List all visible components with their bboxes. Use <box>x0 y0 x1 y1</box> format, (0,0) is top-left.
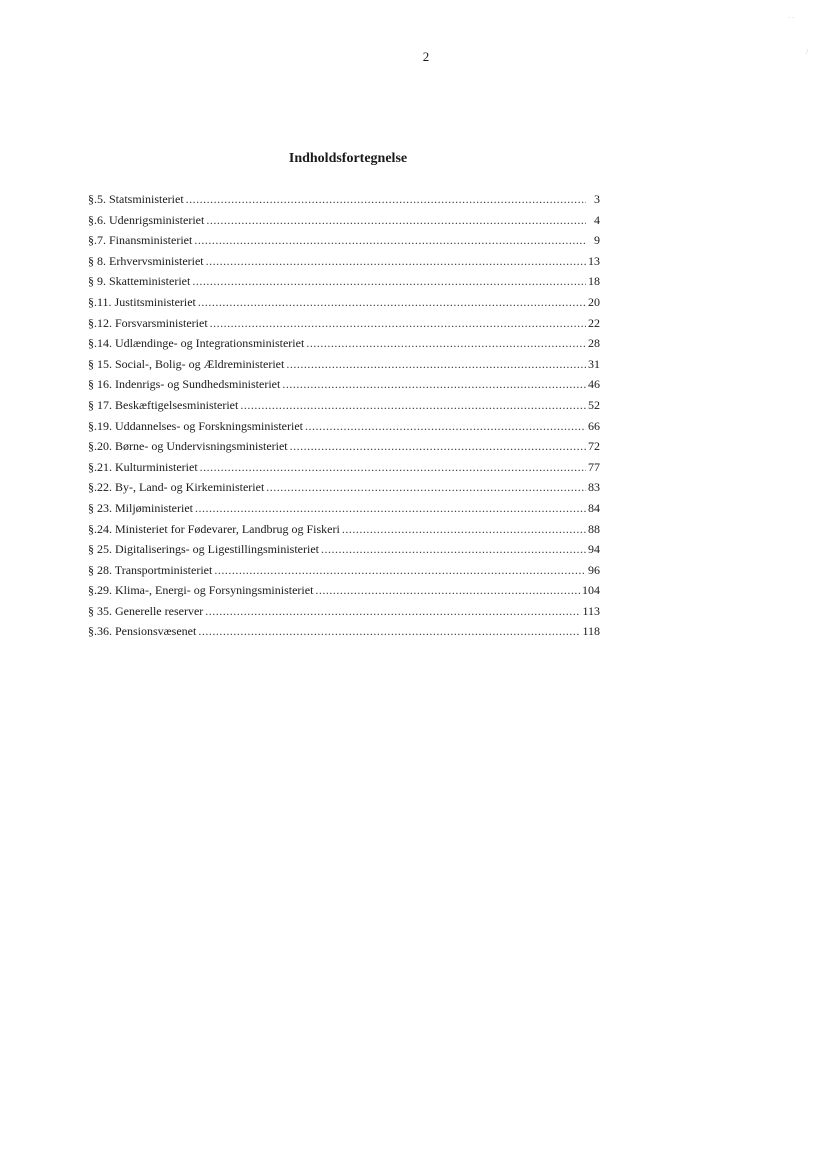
toc-dot-leader <box>194 233 586 247</box>
toc-title: Indholdsfortegnelse <box>288 151 408 166</box>
toc-entry-label: §.5. Statsministeriet <box>88 192 184 206</box>
toc-dot-leader <box>192 274 586 288</box>
toc-entry-label: § 23. Miljøministeriet <box>88 500 193 515</box>
toc-dot-leader <box>210 316 586 330</box>
toc-entry <box>88 357 600 378</box>
toc-entry <box>88 604 600 625</box>
toc-entry-page: 28 <box>588 336 600 351</box>
toc-entry-page: 104 <box>582 583 600 598</box>
toc-entry <box>88 542 600 563</box>
toc-dot-leader <box>305 419 586 433</box>
toc-entry-page: 96 <box>588 562 600 577</box>
toc-dot-leader <box>214 563 586 577</box>
toc-entry-label: § 9. Skatteministeriet <box>88 274 191 289</box>
toc-entry-page: 113 <box>582 603 600 618</box>
toc-entry <box>88 624 600 645</box>
toc-entry <box>88 583 600 604</box>
toc-entry <box>88 480 600 501</box>
toc-entry <box>88 316 600 337</box>
toc-entry <box>88 192 600 213</box>
table-of-contents <box>88 192 600 645</box>
toc-entry <box>88 522 600 543</box>
toc-dot-leader <box>342 522 586 536</box>
toc-dot-leader <box>282 377 586 391</box>
toc-entry-label: §.20. Børne- og Undervisningsministeriet <box>88 439 288 454</box>
toc-dot-leader <box>321 542 586 556</box>
toc-entry-page: 20 <box>588 294 600 309</box>
toc-entry <box>88 213 600 234</box>
toc-entry-page: 94 <box>588 542 600 557</box>
toc-entry-page: 66 <box>588 418 600 433</box>
toc-dot-leader <box>240 398 586 412</box>
toc-entry-page: 31 <box>588 356 600 371</box>
toc-entry-page: 72 <box>588 439 600 454</box>
toc-entry-page: 13 <box>588 253 600 268</box>
page-number: 2 <box>422 49 430 64</box>
scan-artifact: / <box>806 48 808 56</box>
toc-entry-label: § 28. Transportministeriet <box>88 562 213 577</box>
toc-entry <box>88 336 600 357</box>
toc-dot-leader <box>290 439 586 453</box>
toc-entry-label: §.29. Klima-, Energi- og Forsyningsministeriet <box>88 583 314 598</box>
toc-dot-leader <box>266 480 586 494</box>
toc-entry <box>88 398 600 419</box>
toc-dot-leader <box>186 192 586 206</box>
toc-entry <box>88 419 600 440</box>
toc-entry-label: §.36. Pensionsvæsenet <box>88 624 197 639</box>
toc-entry <box>88 501 600 522</box>
toc-entry <box>88 233 600 254</box>
toc-entry-page: 18 <box>588 274 600 289</box>
toc-entry-page: 4 <box>594 212 600 227</box>
toc-entry-label: § 17. Beskæftigelsesministeriet <box>88 397 239 412</box>
toc-entry-label: §.22. By-, Land- og Kirkeministeriet <box>88 480 265 495</box>
toc-dot-leader <box>315 583 580 597</box>
toc-entry <box>88 254 600 275</box>
toc-entry-page: 84 <box>588 500 600 515</box>
toc-entry-label: § 15. Social-, Bolig- og Ældreministeriet <box>88 356 285 371</box>
toc-dot-leader <box>205 604 580 618</box>
toc-entry-page: 52 <box>588 397 600 412</box>
scan-artifact: · · <box>788 14 795 22</box>
toc-entry-label: § 8. Erhvervsministeriet <box>88 253 204 268</box>
toc-dot-leader <box>306 336 586 350</box>
toc-entry-label: §.12. Forsvarsministeriet <box>88 315 208 330</box>
toc-entry-label: §.21. Kulturministeriet <box>88 459 198 474</box>
toc-entry-page: 77 <box>588 459 600 474</box>
toc-entry-label: §.19. Uddannelses- og Forskningsministeriet <box>88 418 303 433</box>
toc-entry-page: 83 <box>588 480 600 495</box>
toc-entry-label: §.24. Ministeriet for Fødevarer, Landbrug og Fiskeri <box>88 521 340 536</box>
toc-entry-label: § 35. Generelle reserver <box>88 603 204 618</box>
toc-entry-label: §.14. Udlændinge- og Integrationsministeriet <box>88 336 305 351</box>
toc-entry-page: 46 <box>588 377 600 392</box>
toc-dot-leader <box>200 460 586 474</box>
toc-entry <box>88 295 600 316</box>
toc-entry-label: §.7. Finansministeriet <box>88 233 193 248</box>
toc-entry <box>88 460 600 481</box>
toc-dot-leader <box>198 624 580 638</box>
toc-dot-leader <box>195 501 586 515</box>
toc-entry-label: § 16. Indenrigs- og Sundhedsministeriet <box>88 377 281 392</box>
toc-entry-page: 118 <box>582 624 600 639</box>
toc-dot-leader <box>206 213 586 227</box>
toc-dot-leader <box>206 254 586 268</box>
toc-entry <box>88 274 600 295</box>
toc-entry-label: §.6. Udenrigsministeriet <box>88 212 205 227</box>
toc-entry-page: 88 <box>588 521 600 536</box>
toc-dot-leader <box>286 357 586 371</box>
toc-entry <box>88 377 600 398</box>
toc-entry-page: 3 <box>594 192 600 206</box>
toc-entry-page: 9 <box>594 233 600 248</box>
toc-entry <box>88 563 600 584</box>
toc-entry-page: 22 <box>588 315 600 330</box>
toc-entry <box>88 439 600 460</box>
toc-entry-label: §.11. Justitsministeriet <box>88 294 196 309</box>
toc-dot-leader <box>198 295 586 309</box>
toc-entry-label: § 25. Digitaliserings- og Ligestillingsministeriet <box>88 542 319 557</box>
